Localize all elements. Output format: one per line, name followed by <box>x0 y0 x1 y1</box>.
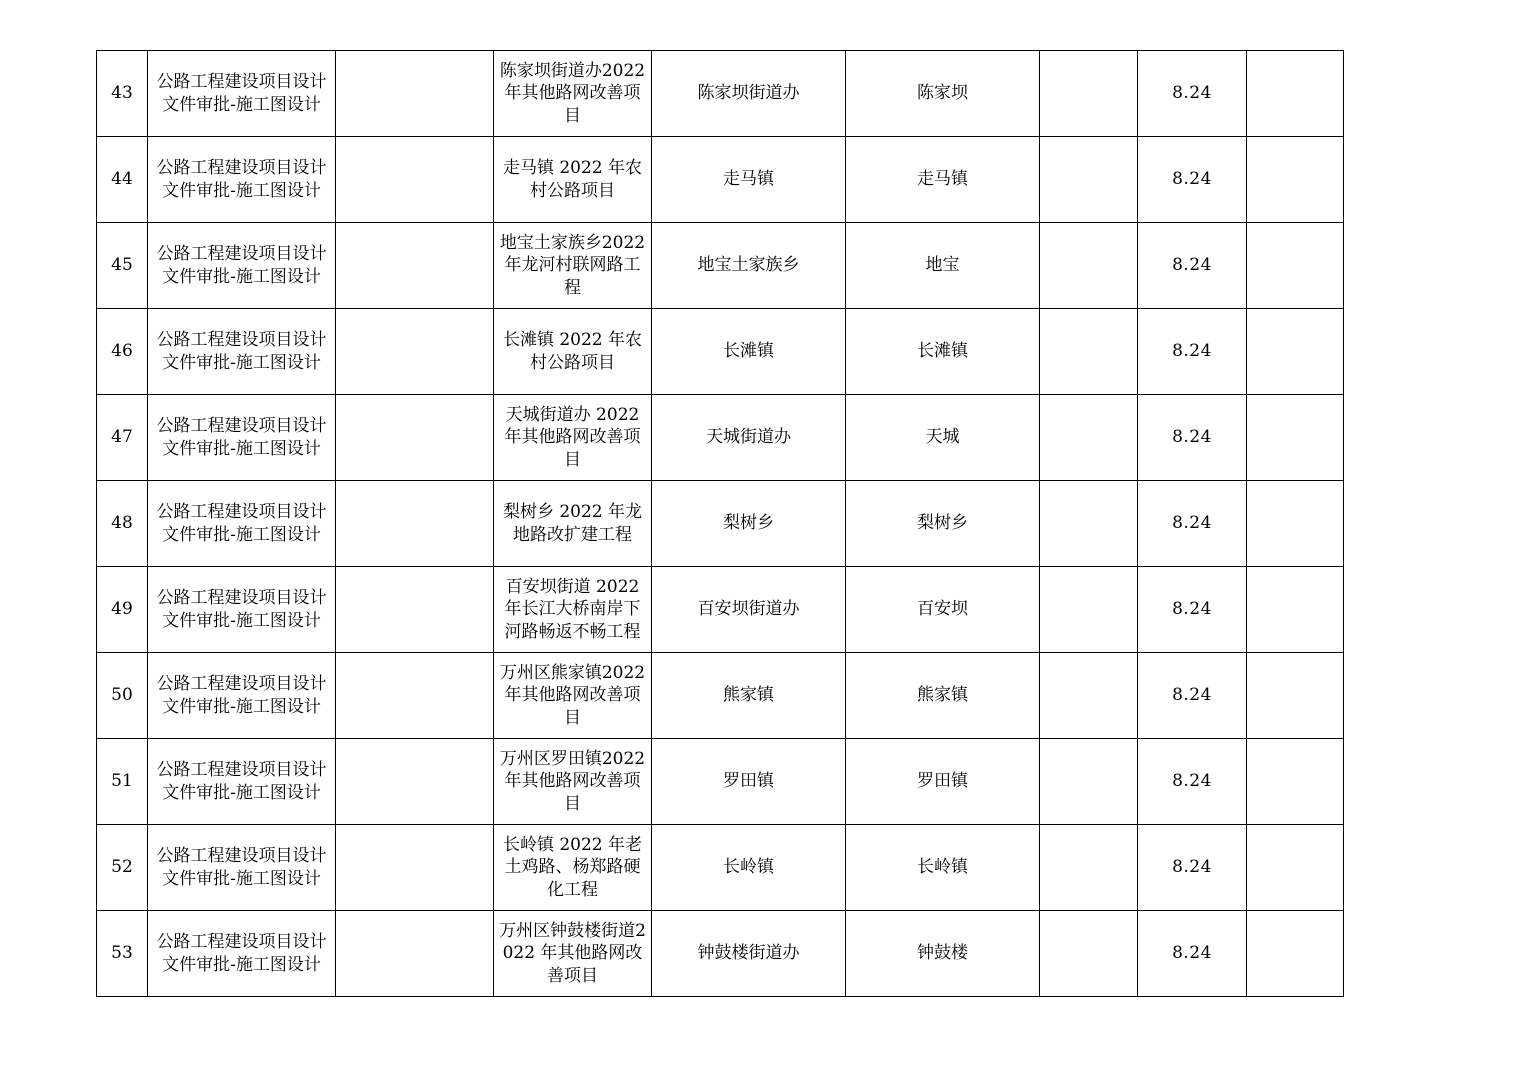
row-number-cell: 48 <box>97 481 148 567</box>
empty-cell <box>1247 567 1344 653</box>
table-row <box>97 825 1344 911</box>
table-row <box>97 51 1344 137</box>
date-cell: 8.24 <box>1138 567 1247 653</box>
empty-cell <box>1040 395 1138 481</box>
empty-cell <box>336 911 494 997</box>
empty-cell <box>1247 481 1344 567</box>
project-name-cell: 百安坝街道 2022 年长江大桥南岸下河路畅返不畅工程 <box>494 567 652 653</box>
project-name-cell: 长岭镇 2022 年老土鸡路、杨郑路硬化工程 <box>494 825 652 911</box>
approval-matter-cell: 公路工程建设项目设计文件审批-施工图设计 <box>148 309 336 395</box>
table-row <box>97 137 1344 223</box>
empty-cell <box>336 395 494 481</box>
project-name-cell: 天城街道办 2022 年其他路网改善项目 <box>494 395 652 481</box>
table-row <box>97 309 1344 395</box>
table-row <box>97 739 1344 825</box>
location-cell: 天城 <box>846 395 1040 481</box>
empty-cell <box>336 739 494 825</box>
table-row <box>97 653 1344 739</box>
approval-matter-cell: 公路工程建设项目设计文件审批-施工图设计 <box>148 567 336 653</box>
approval-matter-cell: 公路工程建设项目设计文件审批-施工图设计 <box>148 653 336 739</box>
applicant-unit-cell: 钟鼓楼街道办 <box>652 911 846 997</box>
date-cell: 8.24 <box>1138 653 1247 739</box>
applicant-unit-cell: 走马镇 <box>652 137 846 223</box>
empty-cell <box>1247 739 1344 825</box>
project-name-cell: 万州区熊家镇2022 年其他路网改善项目 <box>494 653 652 739</box>
table-row <box>97 567 1344 653</box>
date-cell: 8.24 <box>1138 911 1247 997</box>
empty-cell <box>1040 825 1138 911</box>
table-row <box>97 223 1344 309</box>
location-cell: 地宝 <box>846 223 1040 309</box>
location-cell: 陈家坝 <box>846 51 1040 137</box>
date-cell: 8.24 <box>1138 481 1247 567</box>
project-name-cell: 万州区罗田镇2022 年其他路网改善项目 <box>494 739 652 825</box>
location-cell: 长岭镇 <box>846 825 1040 911</box>
empty-cell <box>336 223 494 309</box>
date-cell: 8.24 <box>1138 309 1247 395</box>
location-cell: 百安坝 <box>846 567 1040 653</box>
date-cell: 8.24 <box>1138 223 1247 309</box>
row-number-cell: 50 <box>97 653 148 739</box>
empty-cell <box>1040 223 1138 309</box>
empty-cell <box>1040 137 1138 223</box>
location-cell: 熊家镇 <box>846 653 1040 739</box>
applicant-unit-cell: 罗田镇 <box>652 739 846 825</box>
table-body <box>97 51 1344 997</box>
row-number-cell: 44 <box>97 137 148 223</box>
empty-cell <box>336 567 494 653</box>
empty-cell <box>1040 911 1138 997</box>
location-cell: 钟鼓楼 <box>846 911 1040 997</box>
empty-cell <box>1247 653 1344 739</box>
date-cell: 8.24 <box>1138 137 1247 223</box>
empty-cell <box>1040 567 1138 653</box>
empty-cell <box>1040 51 1138 137</box>
date-cell: 8.24 <box>1138 395 1247 481</box>
project-name-cell: 梨树乡 2022 年龙地路改扩建工程 <box>494 481 652 567</box>
row-number-cell: 45 <box>97 223 148 309</box>
empty-cell <box>336 653 494 739</box>
empty-cell <box>1247 137 1344 223</box>
empty-cell <box>336 51 494 137</box>
empty-cell <box>1247 309 1344 395</box>
applicant-unit-cell: 天城街道办 <box>652 395 846 481</box>
approval-matter-cell: 公路工程建设项目设计文件审批-施工图设计 <box>148 51 336 137</box>
row-number-cell: 52 <box>97 825 148 911</box>
empty-cell <box>1247 911 1344 997</box>
empty-cell <box>336 309 494 395</box>
table-row <box>97 395 1344 481</box>
project-name-cell: 走马镇 2022 年农村公路项目 <box>494 137 652 223</box>
location-cell: 走马镇 <box>846 137 1040 223</box>
approval-matter-cell: 公路工程建设项目设计文件审批-施工图设计 <box>148 223 336 309</box>
applicant-unit-cell: 长岭镇 <box>652 825 846 911</box>
applicant-unit-cell: 长滩镇 <box>652 309 846 395</box>
empty-cell <box>1040 481 1138 567</box>
project-name-cell: 地宝土家族乡2022年龙河村联网路工程 <box>494 223 652 309</box>
project-name-cell: 陈家坝街道办2022 年其他路网改善项目 <box>494 51 652 137</box>
location-cell: 梨树乡 <box>846 481 1040 567</box>
approval-matter-cell: 公路工程建设项目设计文件审批-施工图设计 <box>148 395 336 481</box>
empty-cell <box>336 481 494 567</box>
table-row <box>97 911 1344 997</box>
empty-cell <box>1247 223 1344 309</box>
empty-cell <box>1247 825 1344 911</box>
row-number-cell: 51 <box>97 739 148 825</box>
row-number-cell: 47 <box>97 395 148 481</box>
project-name-cell: 长滩镇 2022 年农村公路项目 <box>494 309 652 395</box>
row-number-cell: 46 <box>97 309 148 395</box>
empty-cell <box>336 137 494 223</box>
approval-table <box>96 50 1344 997</box>
project-name-cell: 万州区钟鼓楼街道2022 年其他路网改善项目 <box>494 911 652 997</box>
approval-matter-cell: 公路工程建设项目设计文件审批-施工图设计 <box>148 911 336 997</box>
applicant-unit-cell: 百安坝街道办 <box>652 567 846 653</box>
applicant-unit-cell: 地宝土家族乡 <box>652 223 846 309</box>
location-cell: 罗田镇 <box>846 739 1040 825</box>
applicant-unit-cell: 梨树乡 <box>652 481 846 567</box>
location-cell: 长滩镇 <box>846 309 1040 395</box>
date-cell: 8.24 <box>1138 825 1247 911</box>
empty-cell <box>336 825 494 911</box>
empty-cell <box>1247 51 1344 137</box>
date-cell: 8.24 <box>1138 51 1247 137</box>
approval-matter-cell: 公路工程建设项目设计文件审批-施工图设计 <box>148 825 336 911</box>
row-number-cell: 43 <box>97 51 148 137</box>
approval-matter-cell: 公路工程建设项目设计文件审批-施工图设计 <box>148 739 336 825</box>
empty-cell <box>1040 739 1138 825</box>
applicant-unit-cell: 熊家镇 <box>652 653 846 739</box>
empty-cell <box>1040 653 1138 739</box>
empty-cell <box>1040 309 1138 395</box>
empty-cell <box>1247 395 1344 481</box>
row-number-cell: 49 <box>97 567 148 653</box>
approval-matter-cell: 公路工程建设项目设计文件审批-施工图设计 <box>148 137 336 223</box>
approval-matter-cell: 公路工程建设项目设计文件审批-施工图设计 <box>148 481 336 567</box>
row-number-cell: 53 <box>97 911 148 997</box>
table-row <box>97 481 1344 567</box>
applicant-unit-cell: 陈家坝街道办 <box>652 51 846 137</box>
date-cell: 8.24 <box>1138 739 1247 825</box>
